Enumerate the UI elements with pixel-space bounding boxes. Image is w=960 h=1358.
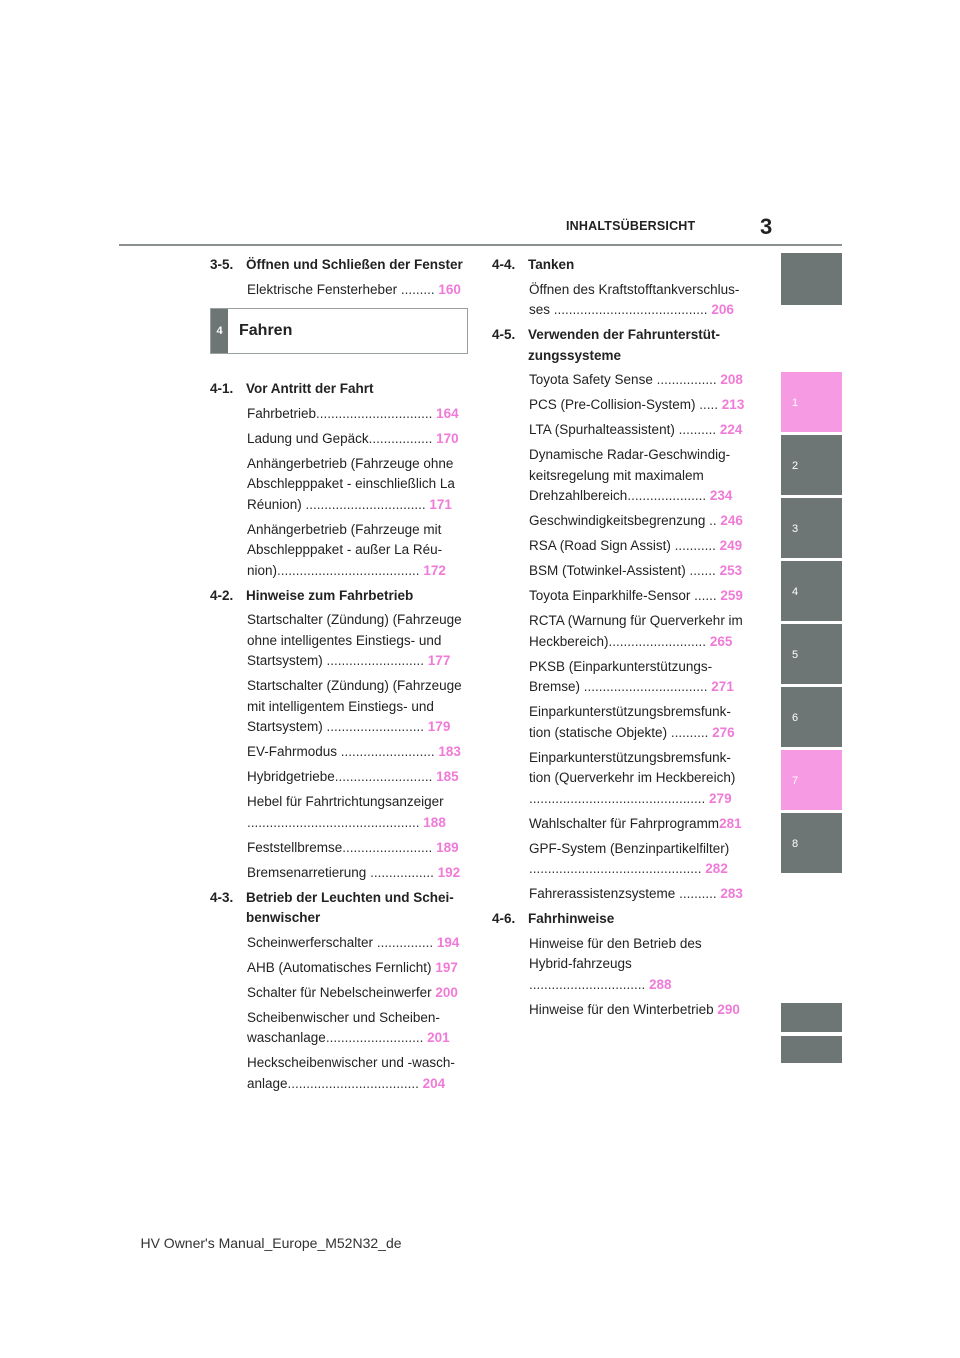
chapter-tab-4[interactable] xyxy=(781,561,842,621)
toc-entry-text: Toyota Safety Sense xyxy=(529,372,653,387)
leader-dots: .......................... xyxy=(334,769,437,784)
chapter-header[interactable] xyxy=(210,308,468,354)
toc-entry[interactable] xyxy=(210,933,468,954)
leader-dots: ....... xyxy=(685,563,720,578)
page-link[interactable]: 164 xyxy=(436,405,459,421)
toc-entry-text: EV-Fahrmodus xyxy=(247,744,338,759)
page-link[interactable]: 246 xyxy=(720,513,743,528)
section-heading xyxy=(492,325,748,366)
toc-entry[interactable] xyxy=(492,611,748,652)
toc-entry[interactable] xyxy=(210,742,468,763)
chapter-tab-label: 7 xyxy=(792,775,799,787)
page-link[interactable]: 183 xyxy=(438,744,461,759)
toc-entry[interactable] xyxy=(210,863,468,884)
leader-dots: ................. xyxy=(368,430,437,446)
section-heading xyxy=(210,379,468,400)
page-link[interactable]: 206 xyxy=(711,302,734,317)
toc-entry[interactable] xyxy=(210,676,468,738)
toc-entry-text: Anhängerbetrieb (Fahrzeuge ohne Abschlepppaket - einschließlich La Réunion) xyxy=(247,455,455,512)
toc-entry[interactable] xyxy=(210,792,468,833)
toc-entry[interactable] xyxy=(210,610,468,672)
toc-entry-text: Dynamische Radar-Geschwindig-keitsregelung mit maximalem Drehzahlbereich xyxy=(529,447,731,503)
toc-entry-text: BSM (Totwinkel-Assistent) xyxy=(529,563,686,578)
toc-entry[interactable] xyxy=(210,1053,468,1094)
chapter-tab-1[interactable] xyxy=(781,372,842,432)
leader-dots: ............... xyxy=(373,934,437,950)
toc-entry-text: Scheibenwischer und Scheiben-waschanlage xyxy=(247,1009,440,1045)
chapter-title: Fahren xyxy=(239,321,293,339)
chapter-tab-label: 3 xyxy=(792,523,799,535)
page-link[interactable]: 283 xyxy=(720,886,743,901)
toc-entry-text: Geschwindigkeitsbegrenzung xyxy=(529,513,706,528)
page-link[interactable]: 171 xyxy=(429,496,452,512)
page-link[interactable]: 194 xyxy=(436,934,460,950)
toc-entry[interactable] xyxy=(210,838,468,859)
toc-entry[interactable] xyxy=(210,958,468,979)
page-link[interactable]: 282 xyxy=(705,861,728,876)
toc-entry[interactable] xyxy=(492,884,748,905)
section-number: 4-4. xyxy=(492,257,516,272)
leader-dots: ......................... xyxy=(337,744,439,759)
toc-entry[interactable] xyxy=(210,520,468,582)
toc-entry[interactable] xyxy=(210,429,468,450)
toc-entry-text: Einparkunterstützungsbremsfunk-tion (Querverkehr im Heckbereich) xyxy=(529,749,736,785)
toc-entry-text: Hinweise für den Betrieb des Hybrid-fahrzeugs xyxy=(529,935,702,971)
page-link[interactable]: 213 xyxy=(721,397,745,412)
leader-dots: .......................... xyxy=(325,1030,428,1045)
section-number: 4-5. xyxy=(492,327,516,342)
chapter-tab-6[interactable] xyxy=(781,687,842,747)
leader-dots: ..... xyxy=(695,397,722,412)
page-link[interactable]: 189 xyxy=(436,839,459,855)
page-link[interactable]: 281 xyxy=(719,815,742,831)
section-heading xyxy=(492,255,748,276)
toc-entry-text: Hybridgetriebe xyxy=(247,769,335,784)
leader-dots: .............................................. xyxy=(247,814,424,830)
toc-entry-text: PKSB (Einparkunterstützungs-Bremse) xyxy=(529,658,713,694)
page-link[interactable]: 249 xyxy=(719,538,743,553)
section-number: 4-3. xyxy=(210,889,234,905)
toc-entry-text: Feststellbremse xyxy=(247,839,343,855)
chapter-tab-label: 4 xyxy=(792,586,799,598)
toc-entry-text: Hebel für Fahrtrichtungsanzeiger xyxy=(247,794,444,809)
footer-text: HV Owner's Manual_Europe_M52N32_de xyxy=(140,1235,402,1251)
leader-dots: ................................... xyxy=(287,1075,423,1091)
toc-entry-text: Fahrbetrieb xyxy=(247,405,317,421)
section-title: Tanken xyxy=(528,257,575,272)
section-number: 3-5. xyxy=(210,257,234,272)
toc-entry[interactable] xyxy=(210,454,468,516)
toc-entry-text: Öffnen des Kraftstofftankverschlus-ses xyxy=(529,281,740,317)
leader-dots: ......................................... xyxy=(550,302,712,317)
leader-dots: .......................... xyxy=(322,653,428,668)
toc-entry[interactable] xyxy=(492,536,748,557)
toc-entry-text: GPF-System (Benzinpartikelfilter) xyxy=(529,840,730,856)
leader-dots: ............................... xyxy=(316,405,437,421)
toc-entry[interactable] xyxy=(492,280,748,321)
chapter-tab-2[interactable] xyxy=(781,435,842,495)
chapter-tab-top[interactable] xyxy=(781,253,842,305)
page-link[interactable]: 208 xyxy=(720,372,743,387)
toc-entry-text: Fahrerassistenzsysteme xyxy=(529,886,676,901)
leader-dots: ......... xyxy=(397,281,439,297)
toc-entry[interactable] xyxy=(210,767,468,788)
section-number: 4-1. xyxy=(210,381,234,396)
chapter-tab-label: 5 xyxy=(792,649,799,661)
toc-entry-text: Startschalter (Zündung) (Fahrzeuge ohne intelligentes Einstiegs- und Startsystem) xyxy=(247,612,462,668)
leader-dots: ........... xyxy=(670,538,720,553)
toc-entry-text: RCTA (Warnung für Querverkehr im Heckbereich) xyxy=(529,613,743,649)
toc-entry[interactable] xyxy=(492,839,748,880)
chapter-tab-label: 2 xyxy=(792,460,799,472)
toc-entry[interactable] xyxy=(492,511,748,532)
toc-entry[interactable] xyxy=(492,814,748,835)
chapter-number-badge: 4 xyxy=(211,309,228,353)
toc-entry[interactable] xyxy=(492,370,748,391)
header-title: INHALTSÜBERSICHT xyxy=(566,219,696,233)
toc-entry[interactable] xyxy=(492,702,748,743)
toc-entry[interactable] xyxy=(210,404,468,425)
chapter-tab-label: 1 xyxy=(792,397,799,409)
section-heading xyxy=(210,888,468,929)
section-title: Fahrhinweise xyxy=(528,911,615,926)
page-link[interactable]: 197 xyxy=(435,959,458,975)
page-link[interactable]: 200 xyxy=(435,984,458,1000)
page-link[interactable]: 224 xyxy=(719,422,743,437)
toc-entry[interactable] xyxy=(492,586,748,607)
toc-entry-text: Bremsenarretierung xyxy=(247,864,367,880)
chapter-tab-index-b[interactable] xyxy=(781,1036,842,1063)
page-link[interactable]: 234 xyxy=(709,488,733,503)
section-title: Betrieb der Leuchten und Schei-benwischer xyxy=(246,889,454,925)
toc-entry-text: PCS (Pre-Collision-System) xyxy=(529,397,696,412)
page-link[interactable]: 279 xyxy=(709,790,732,806)
section-number: 4-6. xyxy=(492,911,516,926)
page-link[interactable]: 201 xyxy=(427,1030,450,1045)
leader-dots: ................................. xyxy=(580,679,712,694)
chapter-tab-3[interactable] xyxy=(781,498,842,558)
leader-dots: .......... xyxy=(675,886,721,901)
leader-dots: .......................... xyxy=(322,719,428,734)
section-heading xyxy=(210,586,468,607)
page-link[interactable]: 179 xyxy=(427,719,451,734)
section-heading xyxy=(210,255,468,276)
toc-entry-text: RSA (Road Sign Assist) xyxy=(529,538,671,553)
section-title: Öffnen und Schließen der Fenster xyxy=(246,257,463,272)
section-title: Hinweise zum Fahrbetrieb xyxy=(246,587,414,603)
toc-entry[interactable] xyxy=(492,395,748,416)
toc-entry-text: LTA (Spurhalteassistent) xyxy=(529,422,675,437)
section-title: Verwenden der Fahrunterstüt-zungssysteme xyxy=(528,327,721,363)
toc-entry-text: Einparkunterstützungsbremsfunk-tion (statische Objekte) xyxy=(529,704,731,740)
toc-entry[interactable] xyxy=(492,561,748,582)
page-number: 3 xyxy=(760,214,773,239)
toc-entry[interactable] xyxy=(210,1008,468,1049)
toc-left-column xyxy=(210,255,468,1099)
leader-dots: ................ xyxy=(652,372,721,387)
toc-entry[interactable] xyxy=(210,983,468,1004)
chapter-tab-5[interactable] xyxy=(781,624,842,684)
page-link[interactable]: 204 xyxy=(422,1075,446,1091)
page-link[interactable]: 265 xyxy=(709,633,733,649)
page-link[interactable]: 177 xyxy=(427,653,451,668)
chapter-tab-label: 6 xyxy=(792,712,799,724)
toc-entry-text: Toyota Einparkhilfe-Sensor xyxy=(529,588,691,603)
leader-dots: ..................... xyxy=(627,488,710,503)
toc-right-column xyxy=(492,255,748,1025)
chapter-tab-8[interactable] xyxy=(781,813,842,873)
page-link[interactable]: 185 xyxy=(436,769,459,784)
toc-entry[interactable] xyxy=(492,1000,748,1021)
section-heading xyxy=(492,909,748,930)
chapter-tab-index-a[interactable] xyxy=(781,1003,842,1032)
toc-entry[interactable] xyxy=(492,445,748,507)
page-link[interactable]: 259 xyxy=(720,588,743,603)
leader-dots: .. xyxy=(705,513,721,528)
toc-entry-text: Elektrische Fensterheber xyxy=(247,281,398,297)
page-link[interactable]: 290 xyxy=(717,1001,740,1017)
footer xyxy=(0,1235,960,1251)
toc-entry[interactable] xyxy=(492,657,748,698)
leader-dots: ................. xyxy=(366,864,438,880)
toc-entry-text: Anhängerbetrieb (Fahrzeuge mit Abschlepppaket - außer La Réu-nion) xyxy=(247,521,443,578)
page-link[interactable]: 160 xyxy=(438,281,461,297)
leader-dots: ............................... xyxy=(529,976,650,992)
page-link[interactable]: 271 xyxy=(711,679,734,694)
chapter-tab-7[interactable] xyxy=(781,750,842,810)
toc-entry-text: Schalter für Nebelscheinwerfer xyxy=(247,984,432,1000)
header-divider xyxy=(119,244,842,246)
leader-dots: .............................................. xyxy=(529,861,706,876)
page-link[interactable]: 192 xyxy=(437,864,461,880)
toc-entry-text: Ladung und Gepäck xyxy=(247,430,369,446)
toc-entry-text: AHB (Automatisches Fernlicht) xyxy=(247,959,432,975)
chapter-tab-label: 8 xyxy=(792,838,799,850)
toc-entry[interactable] xyxy=(492,748,748,810)
toc-entry-text: Hinweise für den Winterbetrieb xyxy=(529,1001,714,1017)
section-title: Vor Antritt der Fahrt xyxy=(246,381,374,396)
leader-dots: ........................ xyxy=(342,839,437,855)
toc-entry-text: Startschalter (Zündung) (Fahrzeuge mit intelligentem Einstiegs- und Startsystem) xyxy=(247,678,462,734)
leader-dots: ................................ xyxy=(301,496,430,512)
toc-entry-text: Scheinwerferschalter xyxy=(247,934,374,950)
toc-entry-text: Wahlschalter für Fahrprogramm xyxy=(529,815,720,831)
leader-dots: .......................... xyxy=(608,633,710,649)
leader-dots: ...... xyxy=(690,588,721,603)
toc-entry[interactable] xyxy=(492,934,748,996)
page-link[interactable]: 188 xyxy=(423,814,446,830)
section-number: 4-2. xyxy=(210,587,234,603)
page-link[interactable]: 172 xyxy=(423,562,446,578)
toc-entry-text: Heckscheibenwischer und -wasch-anlage xyxy=(247,1055,455,1091)
page-link[interactable]: 276 xyxy=(712,724,735,740)
page-link[interactable]: 170 xyxy=(436,430,459,446)
leader-dots: .......... xyxy=(667,724,713,740)
leader-dots: ............................................... xyxy=(529,790,710,806)
page-link[interactable]: 253 xyxy=(719,563,743,578)
toc-entry[interactable] xyxy=(492,420,748,441)
leader-dots: .......... xyxy=(674,422,720,437)
page-link[interactable]: 288 xyxy=(649,976,672,992)
leader-dots: ...................................... xyxy=(277,562,424,578)
toc-entry[interactable] xyxy=(210,280,468,301)
